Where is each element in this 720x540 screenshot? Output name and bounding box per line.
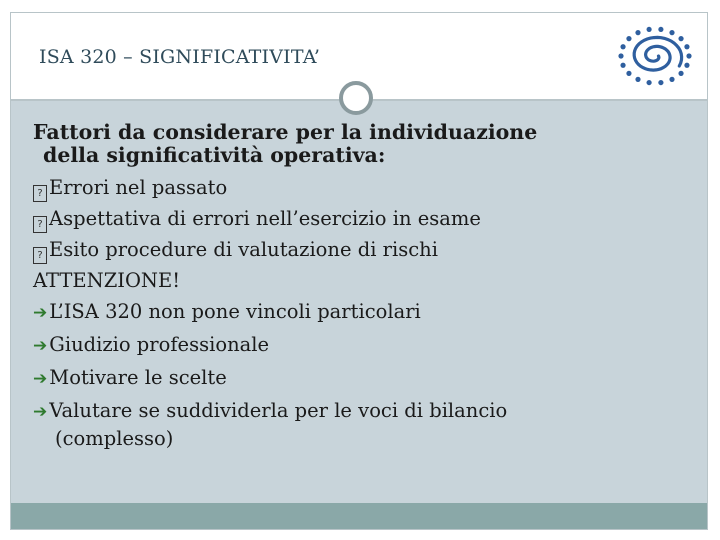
heading-line-1: Fattori da considerare per la individuazione	[33, 120, 538, 144]
arrow-bullet-item	[33, 362, 693, 395]
missing-glyph-bullet-icon: ?	[33, 247, 47, 264]
box-bullet-text: Aspettativa di errori nell’esercizio in esame	[49, 207, 481, 230]
logo-dot	[618, 53, 623, 58]
arrow-bullet-text: Giudizio professionale	[49, 333, 270, 356]
arrow-bullet-item	[33, 329, 693, 362]
slide-body	[33, 121, 693, 450]
logo-dot	[626, 71, 631, 76]
arrow-bullet-continuation: (complesso)	[55, 427, 174, 450]
logo-dot	[658, 80, 663, 85]
missing-glyph-bullet-icon: ?	[33, 216, 47, 233]
arrow-bullet-item	[33, 395, 693, 428]
box-bullet-item	[33, 172, 693, 203]
logo-dot	[669, 77, 674, 82]
arrow-right-icon: ➔	[33, 369, 48, 389]
box-bullet-text: Errori nel passato	[49, 176, 228, 199]
logo-dot	[684, 44, 689, 49]
logo-dot	[635, 30, 640, 35]
arrow-right-icon: ➔	[33, 303, 48, 323]
slide-title: ISA 320 – SIGNIFICATIVITA’	[39, 46, 321, 68]
logo-dot	[635, 77, 640, 82]
box-bullet-item	[33, 203, 693, 234]
arrow-right-icon: ➔	[33, 402, 48, 422]
logo-dot	[686, 53, 691, 58]
attention-label: ATTENZIONE!	[33, 269, 181, 292]
arrow-bullet-text: L’ISA 320 non pone vincoli particolari	[49, 300, 421, 323]
body-heading	[33, 121, 693, 167]
logo-dot	[658, 27, 663, 32]
divider-ring-ornament	[339, 81, 373, 115]
arrow-right-icon: ➔	[33, 336, 48, 356]
logo-dot	[678, 36, 683, 41]
arrow-bullet-text: Motivare le scelte	[49, 366, 227, 389]
logo-dot	[620, 44, 625, 49]
arrow-bullet-text: Valutare se suddividerla per le voci di bilancio	[49, 399, 508, 422]
heading-line-2: della significatività operativa:	[43, 143, 386, 167]
logo-dot	[684, 63, 689, 68]
logo-dot	[646, 27, 651, 32]
arrow-bullet-item	[33, 296, 693, 329]
logo-dot	[620, 63, 625, 68]
logo-dot	[646, 80, 651, 85]
logo-dot	[678, 71, 683, 76]
content-area	[11, 101, 707, 503]
bottom-bar	[11, 503, 707, 529]
missing-glyph-bullet-icon: ?	[33, 185, 47, 202]
box-bullet-text: Esito procedure di valutazione di rischi	[49, 238, 438, 261]
logo-dot	[669, 30, 674, 35]
box-bullet-item	[33, 234, 693, 265]
logo-spiral	[634, 37, 681, 70]
logo-dot	[626, 36, 631, 41]
spiral-dots-icon	[615, 23, 695, 89]
slide	[10, 12, 708, 530]
